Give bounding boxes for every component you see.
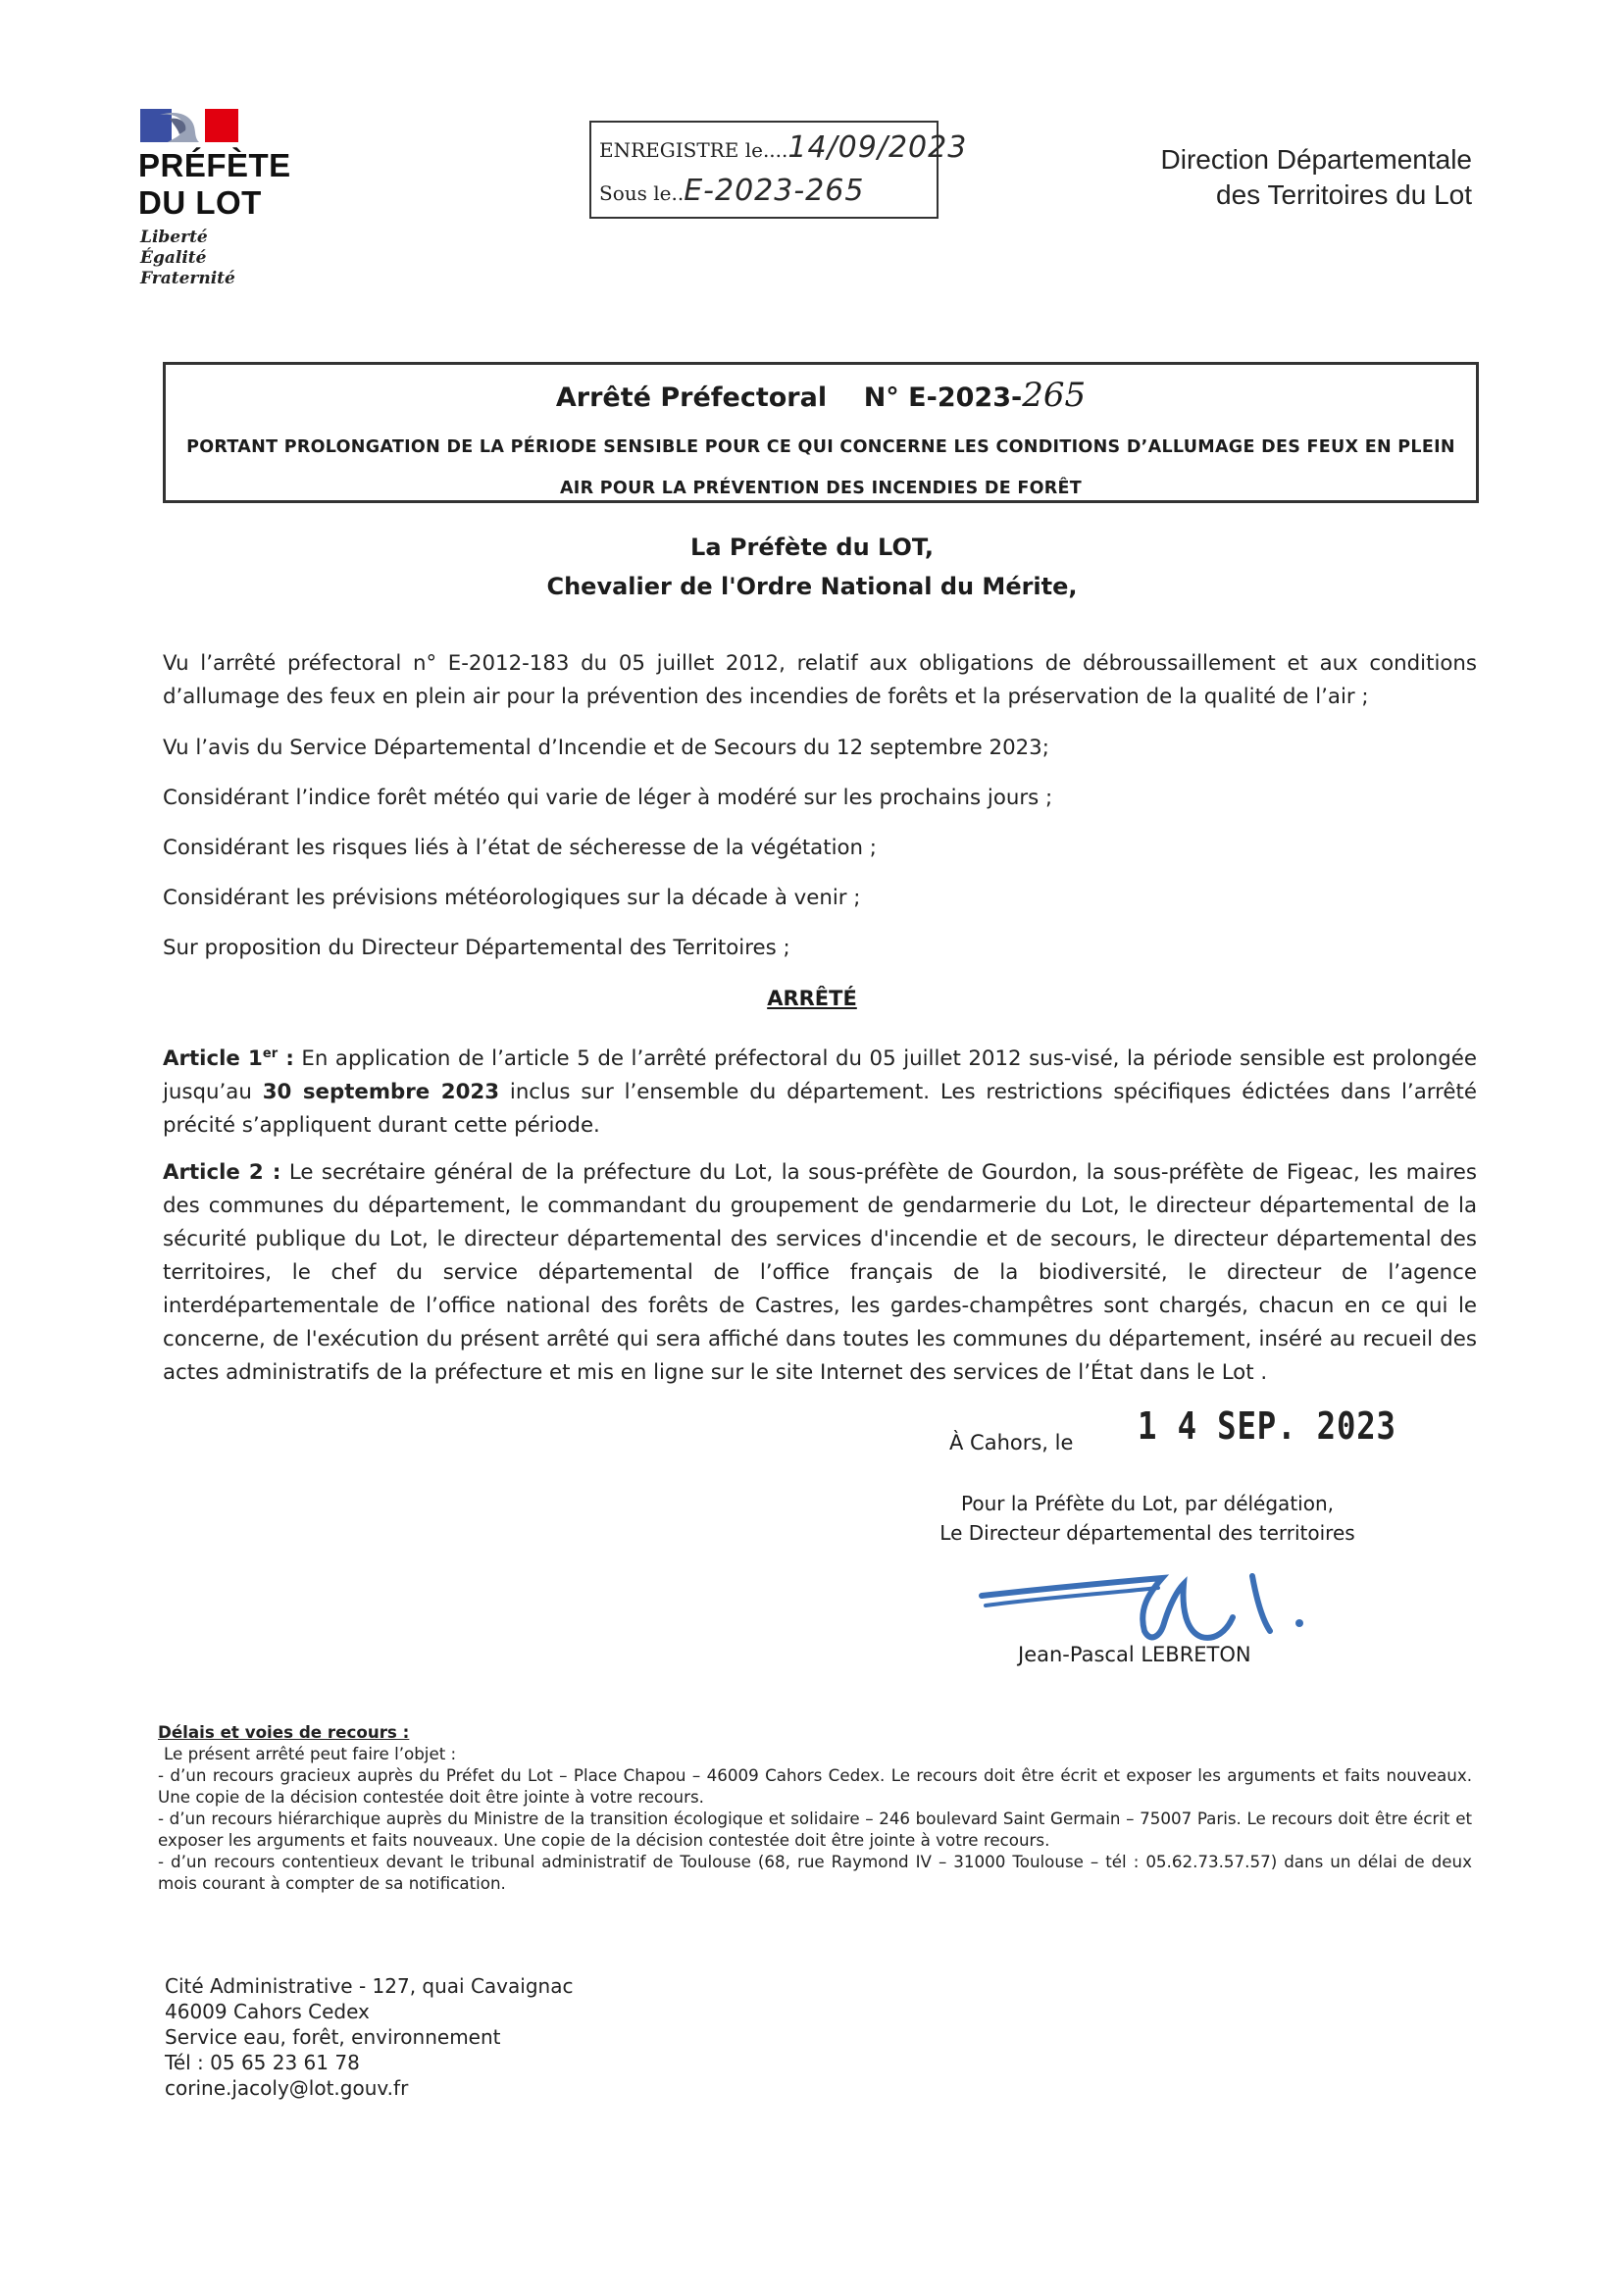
article-2-text: Le secrétaire général de la préfecture du Lot, la sous-préfète de Gourdon, la sous-préfète de Figeac, les maires des communes du département, le commandant du groupement de gendarmerie du Lot, le directeur départemental de la sécurité publique du Lot, le directeur départemental des services d'incendie et de secours, le directeur départemental des territoires, le chef du service départemental de l’office français de la biodiversité, le directeur de l’agence interdépartementale de l’office national des forêts de Castres, les gardes-champêtres sont chargés, chacun en ce qui le concerne, de l'exécution du présent arrêté qui sera affiché dans toutes les communes du département, inséré au recueil des actes administratifs de la préfecture et mis en ligne sur le site Internet des services de l’État dans le Lot . — [163, 1160, 1477, 1385]
issuing-direction — [1161, 142, 1473, 213]
article-1-text-after: inclus sur l’ensemble du département. Les restrictions spécifiques édictées dans l’arrêté précité s’appliquent durant cette période. — [163, 1080, 1477, 1139]
footer-phone: Tél : 05 65 23 61 78 — [165, 2051, 360, 2074]
preamble-considerant-risques: Considérant les risques liés à l’état de sécheresse de la végétation ; — [163, 836, 877, 860]
appeal-notice-title: Délais et voies de recours : — [158, 1722, 410, 1742]
prefecture-title-line1: PRÉFÈTE — [138, 147, 291, 183]
article-1-text-before: En application de l’article 5 de l’arrêté préfectoral du 05 juillet 2012 sus-visé, la période sensible est prolongée jusqu’au — [163, 1046, 1477, 1105]
stamp-registered-date: 14/09/2023 — [787, 130, 968, 165]
motto-egalite: Égalité — [140, 248, 207, 268]
article-2 — [163, 1156, 1477, 1390]
prefecture-title — [138, 147, 291, 222]
stamp-line-registered: ENREGISTRE le....14/09/2023 — [599, 130, 968, 165]
preamble-vu-avis: Vu l’avis du Service Départemental d’Incendie et de Secours du 12 septembre 2023; — [163, 736, 1049, 760]
authority-heading — [0, 528, 1624, 606]
arrete-heading: ARRÊTÉ — [767, 987, 857, 1010]
arrete-number-printed: N° E-2023- — [863, 382, 1023, 413]
registration-stamp — [589, 121, 968, 219]
signing-place: À Cahors, le — [949, 1431, 1074, 1454]
footer-service: Service eau, forêt, environnement — [165, 2025, 501, 2049]
arrete-title — [166, 376, 1476, 415]
footer-address: Cité Administrative - 127, quai Cavaignac — [165, 1974, 574, 1998]
appeal-item-hierarchique: - d’un recours hiérarchique auprès du Ministre de la transition écologique et solidaire – 246 boulevard Saint Germain – 75007 Paris. Le recours doit être écrit et exposer les arguments et faits nouveaux. Une copie de la décision contestée doit être jointe à votre recours. — [158, 1809, 1472, 1850]
arrete-subject-line1: PORTANT PROLONGATION DE LA PÉRIODE SENSIBLE POUR CE QUI CONCERNE LES CONDITIONS D’ALLUMAGE DES FEUX EN PLEIN — [186, 437, 1455, 457]
article-1-end-date: 30 septembre 2023 — [262, 1080, 500, 1105]
appeal-notice-intro: Le présent arrêté peut faire l’objet : — [164, 1744, 457, 1763]
article-1 — [163, 1038, 1477, 1143]
authority-line2: Chevalier de l'Ordre National du Mérite, — [546, 573, 1078, 600]
stamp-number-label: Sous le — [599, 181, 672, 205]
delegation-block — [883, 1489, 1412, 1548]
direction-line1: Direction Départementale — [1160, 144, 1472, 175]
footer-city: 46009 Cahors Cedex — [165, 2000, 370, 2023]
preamble-considerant-previsions: Considérant les prévisions météorologiques sur la décade à venir ; — [163, 886, 861, 910]
article-1-label: Article 1er : — [163, 1046, 294, 1072]
signatory-name: Jean-Pascal LEBRETON — [1018, 1643, 1251, 1666]
arrete-subject — [176, 427, 1466, 509]
delegation-line1: Pour la Préfète du Lot, par délégation, — [961, 1492, 1334, 1515]
arrete-number-handwritten: 265 — [1022, 376, 1087, 415]
marianne-logo-icon — [140, 109, 238, 142]
motto-liberte: Liberté — [140, 228, 208, 247]
arrete-subject-line2: AIR POUR LA PRÉVENTION DES INCENDIES DE FORÊT — [559, 479, 1083, 498]
preamble-vu-arrete: Vu l’arrêté préfectoral n° E-2012-183 du 05 juillet 2012, relatif aux obligations de débroussaillement et aux conditions d’allumage des feux en plein air pour la prévention des incendies de forêts et la préservation de la qualité de l’air ; — [163, 651, 1477, 709]
prefecture-title-line2: DU LOT — [138, 184, 262, 221]
arrete-title-label: Arrêté Préfectoral — [555, 382, 828, 413]
preamble-considerant-indice: Considérant l’indice forêt météo qui varie de léger à modéré sur les prochains jours ; — [163, 786, 1053, 810]
footer-email: corine.jacoly@lot.gouv.fr — [165, 2076, 409, 2100]
signing-date-stamp: 1 4 SEP. 2023 — [1138, 1404, 1396, 1448]
appeal-notice — [158, 1721, 1472, 1894]
contact-footer — [165, 1973, 573, 2101]
article-2-label: Article 2 : — [163, 1160, 281, 1185]
preamble-proposition: Sur proposition du Directeur Départemental des Territoires ; — [163, 936, 790, 960]
stamp-registered-label: ENREGISTRE le — [599, 138, 763, 162]
appeal-item-gracieux: - d’un recours gracieux auprès du Préfet du Lot – Place Chapou – 46009 Cahors Cedex. Le recours doit être écrit et exposer les arguments et faits nouveaux. Une copie de la décision contestée doit être jointe à votre recours. — [158, 1765, 1472, 1807]
delegation-line2: Le Directeur départemental des territoires — [939, 1521, 1355, 1545]
stamp-line-number: Sous le..E-2023-265 — [599, 174, 865, 208]
stamp-number-value: E-2023-265 — [684, 174, 865, 208]
authority-line1: La Préfète du LOT, — [690, 534, 934, 561]
direction-line2: des Territoires du Lot — [1216, 179, 1472, 210]
appeal-item-contentieux: - d’un recours contentieux devant le tribunal administratif de Toulouse (68, rue Raymond IV – 31000 Toulouse – tél : 05.62.73.57.57) dans un délai de deux mois courant à compter de sa notification. — [158, 1852, 1472, 1893]
motto-fraternite: Fraternité — [140, 269, 235, 288]
arrete-title-box — [163, 362, 1479, 503]
republic-motto — [140, 228, 235, 289]
